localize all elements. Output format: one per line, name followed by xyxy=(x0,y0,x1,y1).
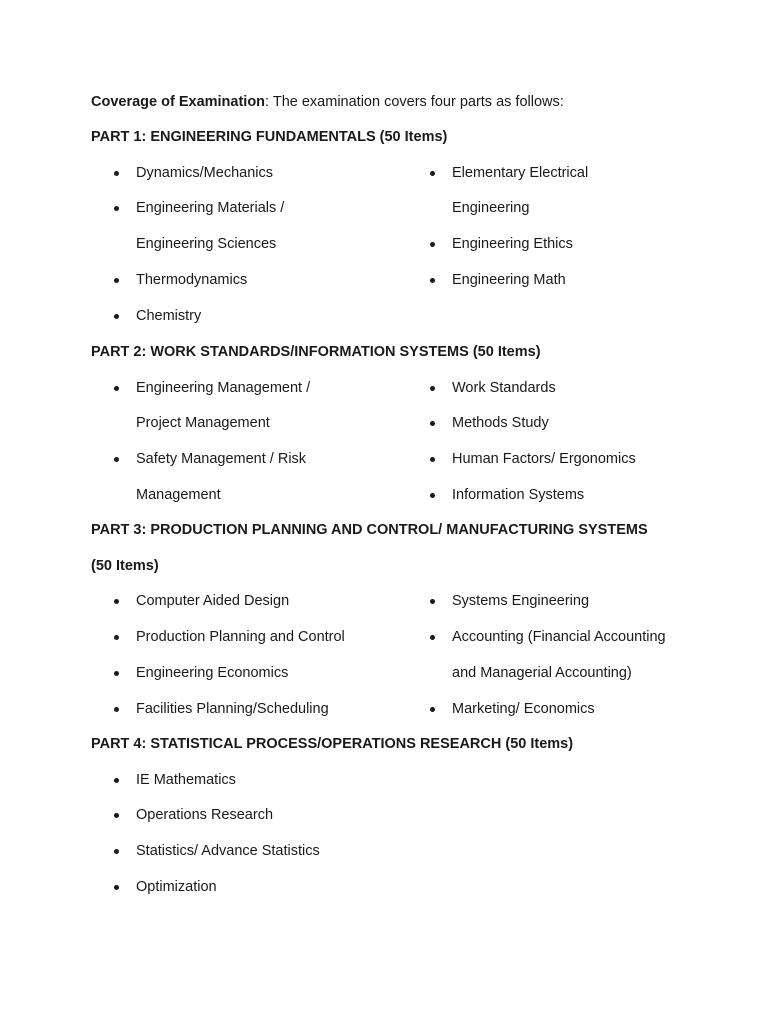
list-item: Engineering Management / xyxy=(136,379,311,396)
bullet-icon xyxy=(430,707,435,712)
list-item: Engineering Math xyxy=(452,271,566,288)
list-item: Management xyxy=(136,486,221,503)
bullet-icon xyxy=(114,707,119,712)
list-item: and Managerial Accounting) xyxy=(452,664,632,681)
bullet-icon xyxy=(430,386,435,391)
bullet-icon xyxy=(430,242,435,247)
list-item: Engineering Economics xyxy=(136,664,289,681)
list-item: Elementary Electrical xyxy=(452,164,589,181)
bullet-icon xyxy=(114,457,119,462)
bullet-icon xyxy=(114,314,119,319)
list-item: Methods Study xyxy=(452,415,549,432)
list-item: Engineering Sciences xyxy=(136,236,277,253)
list-item: Thermodynamics xyxy=(136,271,248,288)
bullet-icon xyxy=(430,421,435,426)
list-item: Accounting (Financial Accounting xyxy=(452,629,666,646)
bullet-icon xyxy=(114,206,119,211)
list-item: Engineering xyxy=(452,200,530,217)
part-heading: PART 2: WORK STANDARDS/INFORMATION SYSTEMS (50 Items) xyxy=(91,344,541,360)
bullet-icon xyxy=(430,278,435,283)
list-item: Work Standards xyxy=(452,379,556,396)
list-item: Production Planning and Control xyxy=(136,629,345,646)
bullet-icon xyxy=(114,278,119,283)
list-item: Information Systems xyxy=(452,486,585,503)
bullet-icon xyxy=(430,457,435,462)
bullet-icon xyxy=(114,671,119,676)
list-item: Statistics/ Advance Statistics xyxy=(136,843,320,860)
list-item: Computer Aided Design xyxy=(136,593,290,610)
list-item: Systems Engineering xyxy=(452,593,590,610)
list-item: Project Management xyxy=(136,415,270,432)
bullet-icon xyxy=(114,386,119,391)
bullet-icon xyxy=(430,635,435,640)
bullet-icon xyxy=(114,813,119,818)
list-item: Optimization xyxy=(136,878,217,895)
bullet-icon xyxy=(114,599,119,604)
part-heading: PART 1: ENGINEERING FUNDAMENTALS (50 Items) xyxy=(91,129,448,145)
part-heading-continued: (50 Items) xyxy=(91,557,159,574)
bullet-icon xyxy=(114,885,119,890)
list-item: Engineering Ethics xyxy=(452,236,573,253)
bullet-icon xyxy=(430,171,435,176)
list-item: Engineering Materials / xyxy=(136,200,285,217)
list-item: Dynamics/Mechanics xyxy=(136,164,273,181)
list-item: Chemistry xyxy=(136,307,202,324)
intro-text: : The examination covers four parts as follows: xyxy=(265,94,564,110)
list-item: Facilities Planning/Scheduling xyxy=(136,700,329,717)
part-heading: PART 3: PRODUCTION PLANNING AND CONTROL/ MANUFACTURING SYSTEMS xyxy=(91,522,648,538)
list-item: Human Factors/ Ergonomics xyxy=(452,451,636,468)
list-item: IE Mathematics xyxy=(136,771,236,788)
list-item: Safety Management / Risk xyxy=(136,451,307,468)
list-item: Operations Research xyxy=(136,807,274,824)
intro-line xyxy=(91,92,564,112)
bullet-icon xyxy=(430,599,435,604)
bullet-icon xyxy=(114,849,119,854)
intro-label: Coverage of Examination xyxy=(91,94,266,110)
list-item: Marketing/ Economics xyxy=(452,700,595,717)
part-heading: PART 4: STATISTICAL PROCESS/OPERATIONS RESEARCH (50 Items) xyxy=(91,736,574,752)
bullet-icon xyxy=(114,635,119,640)
bullet-icon xyxy=(114,778,119,783)
bullet-icon xyxy=(114,171,119,176)
bullet-icon xyxy=(430,493,435,498)
